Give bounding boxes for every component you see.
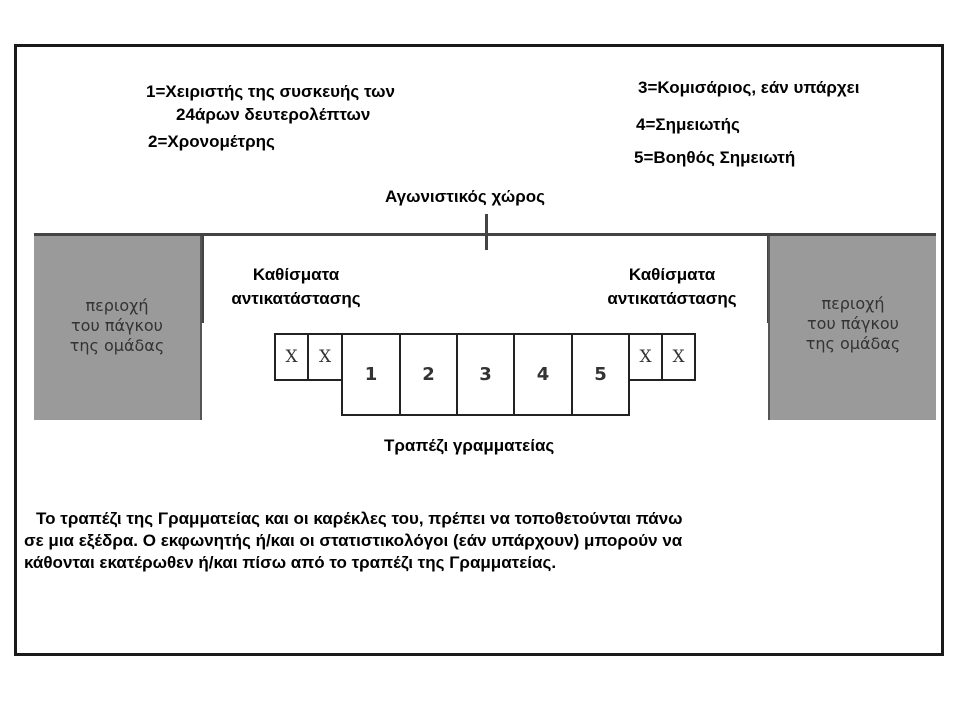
team-bench-label-left: περιοχή του πάγκου της ομάδας [69, 296, 165, 355]
note-line-2: σε μια εξέδρα. Ο εκφωνητής ή/και οι στατιστικολόγοι (εάν υπάρχουν) μπορούν να [24, 531, 683, 550]
team-bench-area-left [34, 236, 202, 420]
center-line-mark [485, 214, 488, 250]
legend-item-4: 4=Σημειωτής [636, 115, 740, 134]
note-paragraph [24, 508, 884, 574]
legend-item-3: 3=Κομισάριος, εάν υπάρχει [638, 78, 860, 97]
note-line-1: Το τραπέζι της Γραμματείας και οι καρέκλες του, πρέπει να τοποθετούνται πάνω [36, 509, 683, 528]
court-label: Αγωνιστικός χώρος [385, 187, 545, 206]
table-seat-4: 4 [513, 333, 573, 416]
team-bench-label-right: περιοχή του πάγκου της ομάδας [805, 294, 901, 353]
scorers-table-label: Τραπέζι γραμματείας [384, 436, 555, 455]
left-substitution-line [202, 233, 204, 323]
table-extra-seat-x: X [628, 333, 663, 381]
note-line-3: κάθονται εκατέρωθεν ή/και πίσω από το τραπέζι της Γραμματείας. [24, 553, 557, 572]
table-seat-3: 3 [456, 333, 515, 416]
legend-item-1-line1: 1=Χειριστής της συσκευής των [146, 82, 395, 101]
legend-item-2: 2=Χρονομέτρης [148, 132, 275, 151]
team-bench-area-right [768, 236, 936, 420]
table-extra-seat-x: X [274, 333, 309, 381]
table-extra-seat-x: X [661, 333, 696, 381]
table-seat-1: 1 [341, 333, 401, 416]
legend-item-5: 5=Βοηθός Σημειωτή [634, 148, 796, 167]
table-seat-5: 5 [571, 333, 630, 416]
table-seat-2: 2 [399, 333, 458, 416]
substitution-seats-label-left: Καθίσματα αντικατάστασης [231, 265, 361, 308]
table-extra-seat-x: X [307, 333, 343, 381]
substitution-seats-label-right: Καθίσματα αντικατάστασης [607, 265, 737, 308]
legend-item-1-line2: 24άρων δευτερολέπτων [176, 105, 371, 124]
